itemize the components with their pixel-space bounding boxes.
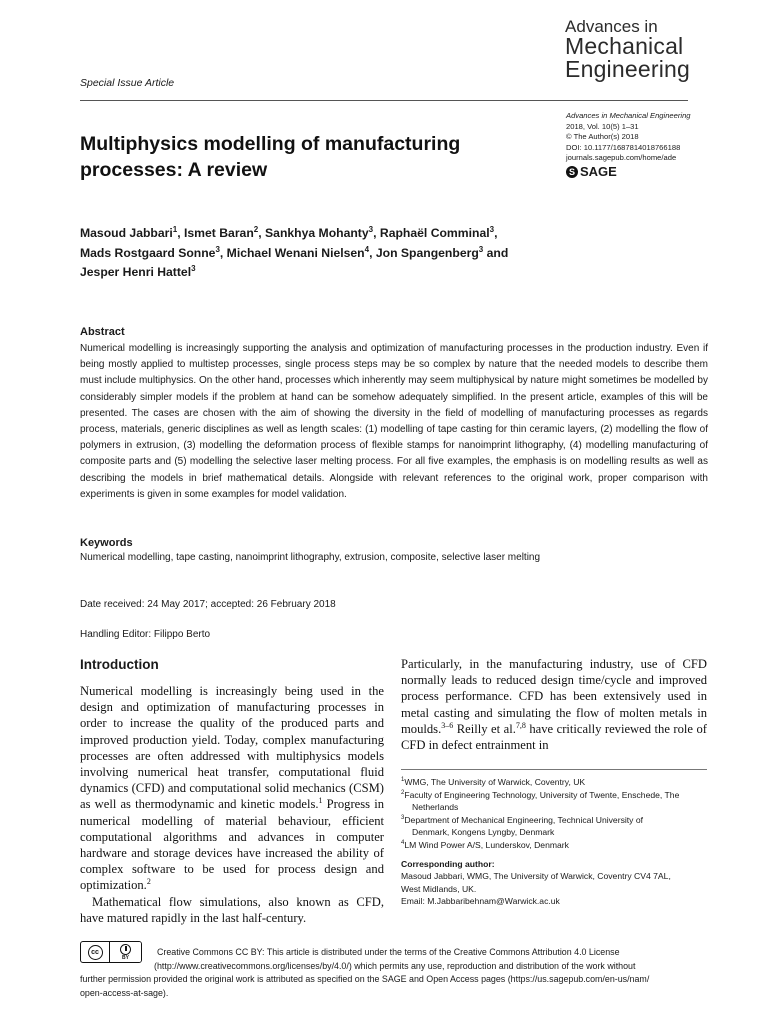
author-list: Masoud Jabbari$^1$, Ismet Baran$^2$, Sankhya Mohanty$^3$, Raphaël Comminal$^3$, Mads Rostgaard Sonne$^3$, Michael Wenani Nielsen$^4$, Jon Spangenberg$^3$ and Jesper Henri Hattel$^3$ bbox=[80, 224, 509, 279]
affiliation-number: 2 bbox=[401, 789, 405, 796]
affiliation-item bbox=[401, 839, 707, 852]
author-name: Ismet Baran bbox=[184, 226, 254, 240]
author-name: Mads Rostgaard Sonne bbox=[80, 245, 216, 260]
intro-paragraph: Mathematical flow simulations, also known as CFD, have matured rapidly in the last half-century. bbox=[80, 894, 384, 925]
affiliation-text: Department of Mechanical Engineering, Technical University of bbox=[404, 814, 644, 825]
article-type: Special Issue Article bbox=[80, 77, 175, 89]
author-affiliation: 3 bbox=[215, 244, 220, 254]
author-name: Michael Wenani Nielsen bbox=[226, 245, 365, 260]
license-line: Creative Commons CC BY: This article is distributed under the terms of the Creative Commons Attribution 4.0 License bbox=[157, 947, 620, 957]
affiliation-item bbox=[401, 776, 707, 789]
license-text bbox=[80, 946, 708, 1000]
corresponding-author-line: Masoud Jabbari, WMG, The University of Warwick, Coventry CV4 7AL, bbox=[401, 871, 671, 882]
affiliation-item bbox=[401, 789, 707, 802]
by-label: BY bbox=[122, 954, 129, 961]
abstract-heading: Abstract bbox=[80, 326, 125, 338]
footnote-divider bbox=[401, 769, 707, 770]
article-meta bbox=[566, 111, 706, 164]
intro-paragraph bbox=[401, 656, 707, 753]
sage-logo bbox=[566, 164, 617, 179]
author-name: Raphaël Comminal bbox=[379, 226, 490, 240]
affiliation-text: Faculty of Engineering Technology, University of Twente, Enschede, The bbox=[404, 789, 680, 800]
keywords-heading: Keywords bbox=[80, 537, 133, 549]
author-name: Jesper Henri Hattel bbox=[80, 265, 192, 279]
author-affiliation: 3 bbox=[489, 224, 495, 234]
keywords-text: Numerical modelling, tape casting, nanoimprint lithography, extrusion, composite, selective laser melting bbox=[80, 552, 541, 563]
affiliation-number: 3 bbox=[401, 814, 405, 821]
corresponding-author-heading: Corresponding author: bbox=[401, 858, 495, 869]
citation-ref[interactable]: 7,8 bbox=[515, 720, 526, 730]
introduction-heading: Introduction bbox=[80, 657, 159, 672]
author-affiliation: 2 bbox=[253, 224, 259, 234]
author-affiliation: 3 bbox=[191, 263, 196, 273]
intro-text: Numerical modelling is increasingly being used in the design and optimization of manufacturing processes in order to increase the quality of the produced parts and improved production yield. Today, complex manufacturing processes are often addressed with multiphysics models involving numerical heat transfer, computational fluid dynamics (CFD) and computational solid mechanics (CSM) as well as thermodynamic and kinetic models. bbox=[80, 684, 384, 812]
cc-circle-icon: cc bbox=[88, 945, 103, 960]
intro-text: Reilly et al. bbox=[453, 721, 516, 736]
license-line: open-access-at-sage). bbox=[80, 987, 169, 998]
left-column bbox=[80, 683, 384, 926]
author-affiliation: 3 bbox=[478, 244, 484, 254]
author-conjunction: and bbox=[486, 245, 509, 260]
author-name: Masoud Jabbari bbox=[80, 226, 173, 240]
date-received: Date received: 24 May 2017; accepted: 26 February 2018 bbox=[80, 599, 336, 610]
intro-paragraph bbox=[80, 683, 384, 894]
intro-text: Particularly, in the manufacturing industry, use of CFD normally leads to reduced design time/cycle and improved process performance. CFD has been extensively used in metal casting and simulating the flow of molten metals in moulds. bbox=[401, 657, 707, 736]
author-name: Sankhya Mohanty bbox=[265, 226, 369, 240]
intro-text: Progress in numerical modelling of material behaviour, efficient computational algorithms and advances in computer hardware and storage devices have increased the ability of complex software to be used for process design and optimization. bbox=[80, 797, 384, 893]
corresponding-author-line: West Midlands, UK. bbox=[401, 883, 477, 894]
journal-name bbox=[565, 18, 690, 81]
affiliation-number: 1 bbox=[401, 777, 405, 784]
citation-ref[interactable]: 1 bbox=[318, 796, 323, 806]
meta-copyright: © The Author(s) 2018 bbox=[566, 132, 639, 142]
author-affiliation: 3 bbox=[368, 224, 374, 234]
affiliation-text: LM Wind Power A/S, Lunderskov, Denmark bbox=[404, 839, 569, 850]
article-title: Multiphysics modelling of manufacturing processes: A review bbox=[80, 133, 461, 181]
affiliation-text: WMG, The University of Warwick, Coventry, UK bbox=[404, 777, 586, 787]
meta-volume: 2018, Vol. 10(5) 1–31 bbox=[566, 121, 639, 131]
license-line[interactable]: (http://www.creativecommons.org/licenses/by/4.0/) which permits any use, reproduction and distribution of the work without bbox=[154, 960, 636, 971]
affiliation-item bbox=[401, 814, 707, 827]
meta-doi[interactable]: DOI: 10.1177/1687814018766188 bbox=[566, 142, 681, 152]
header-divider bbox=[80, 100, 688, 101]
author-affiliation: 1 bbox=[172, 224, 178, 234]
corresponding-author-email[interactable]: Email: M.Jabbaribehnam@Warwick.ac.uk bbox=[401, 896, 560, 907]
citation-ref[interactable]: 3–6 bbox=[441, 720, 454, 730]
author-name: Jon Spangenberg bbox=[375, 245, 479, 260]
sage-label: SAGE bbox=[580, 164, 617, 179]
journal-name-line1: Advances in bbox=[565, 17, 658, 36]
right-column bbox=[401, 656, 707, 753]
meta-url[interactable]: journals.sagepub.com/home/ade bbox=[566, 153, 677, 163]
affiliation-continuation: Denmark, Kongens Lyngby, Denmark bbox=[412, 827, 555, 838]
citation-ref[interactable]: 2 bbox=[146, 877, 151, 887]
affiliation-continuation: Netherlands bbox=[412, 802, 459, 813]
affiliation-number: 4 bbox=[401, 840, 405, 847]
sage-icon: S bbox=[566, 166, 578, 178]
license-line[interactable]: further permission provided the original work is attributed as specified on the SAGE and Open Access pages (https://us.sagepub.com/en-us/nam/ bbox=[80, 974, 650, 985]
author-affiliation: 4 bbox=[364, 244, 370, 254]
meta-journal-title: Advances in Mechanical Engineering bbox=[566, 111, 691, 120]
intro-text: have critically reviewed the role of CFD in defect entrainment in bbox=[401, 721, 707, 753]
affiliations bbox=[401, 776, 707, 908]
journal-name-line2: Mechanical bbox=[565, 33, 684, 59]
abstract-text: Numerical modelling is increasingly supporting the analysis and optimization of manufacturing processes in the production industry. Even if being mostly applied to multistep processes, single process steps may be so complex by nature that the needed models to describe them must include multiphysics. On the other hand, processes which inherently may seem multiphysical by nature might sometimes be modelled by considerably simpler models if the problem at hand can be somehow adequately simplified. In the present article, examples of this will be presented. The cases are chosen with the aim of showing the diversity in the field of modelling of manufacturing processes as regards process, materials, generic disciplines as well as length scales: (1) modelling of tape casting for thin ceramic layers, (2) modelling the flow of polymers in extrusion, (3) modelling the deformation process of flexible stamps for nanoimprint lithography, (4) modelling manufacturing of composite parts and (5) modelling the selective laser melting process. For all five examples, the emphasis is on modelling results as well as describing the models in brief mathematical details. Alongside with relevant references to the original work, proper comparison with experiments is given in some examples for model validation. bbox=[80, 343, 708, 500]
handling-editor: Handling Editor: Filippo Berto bbox=[80, 629, 211, 640]
journal-name-line3: Engineering bbox=[565, 56, 690, 82]
